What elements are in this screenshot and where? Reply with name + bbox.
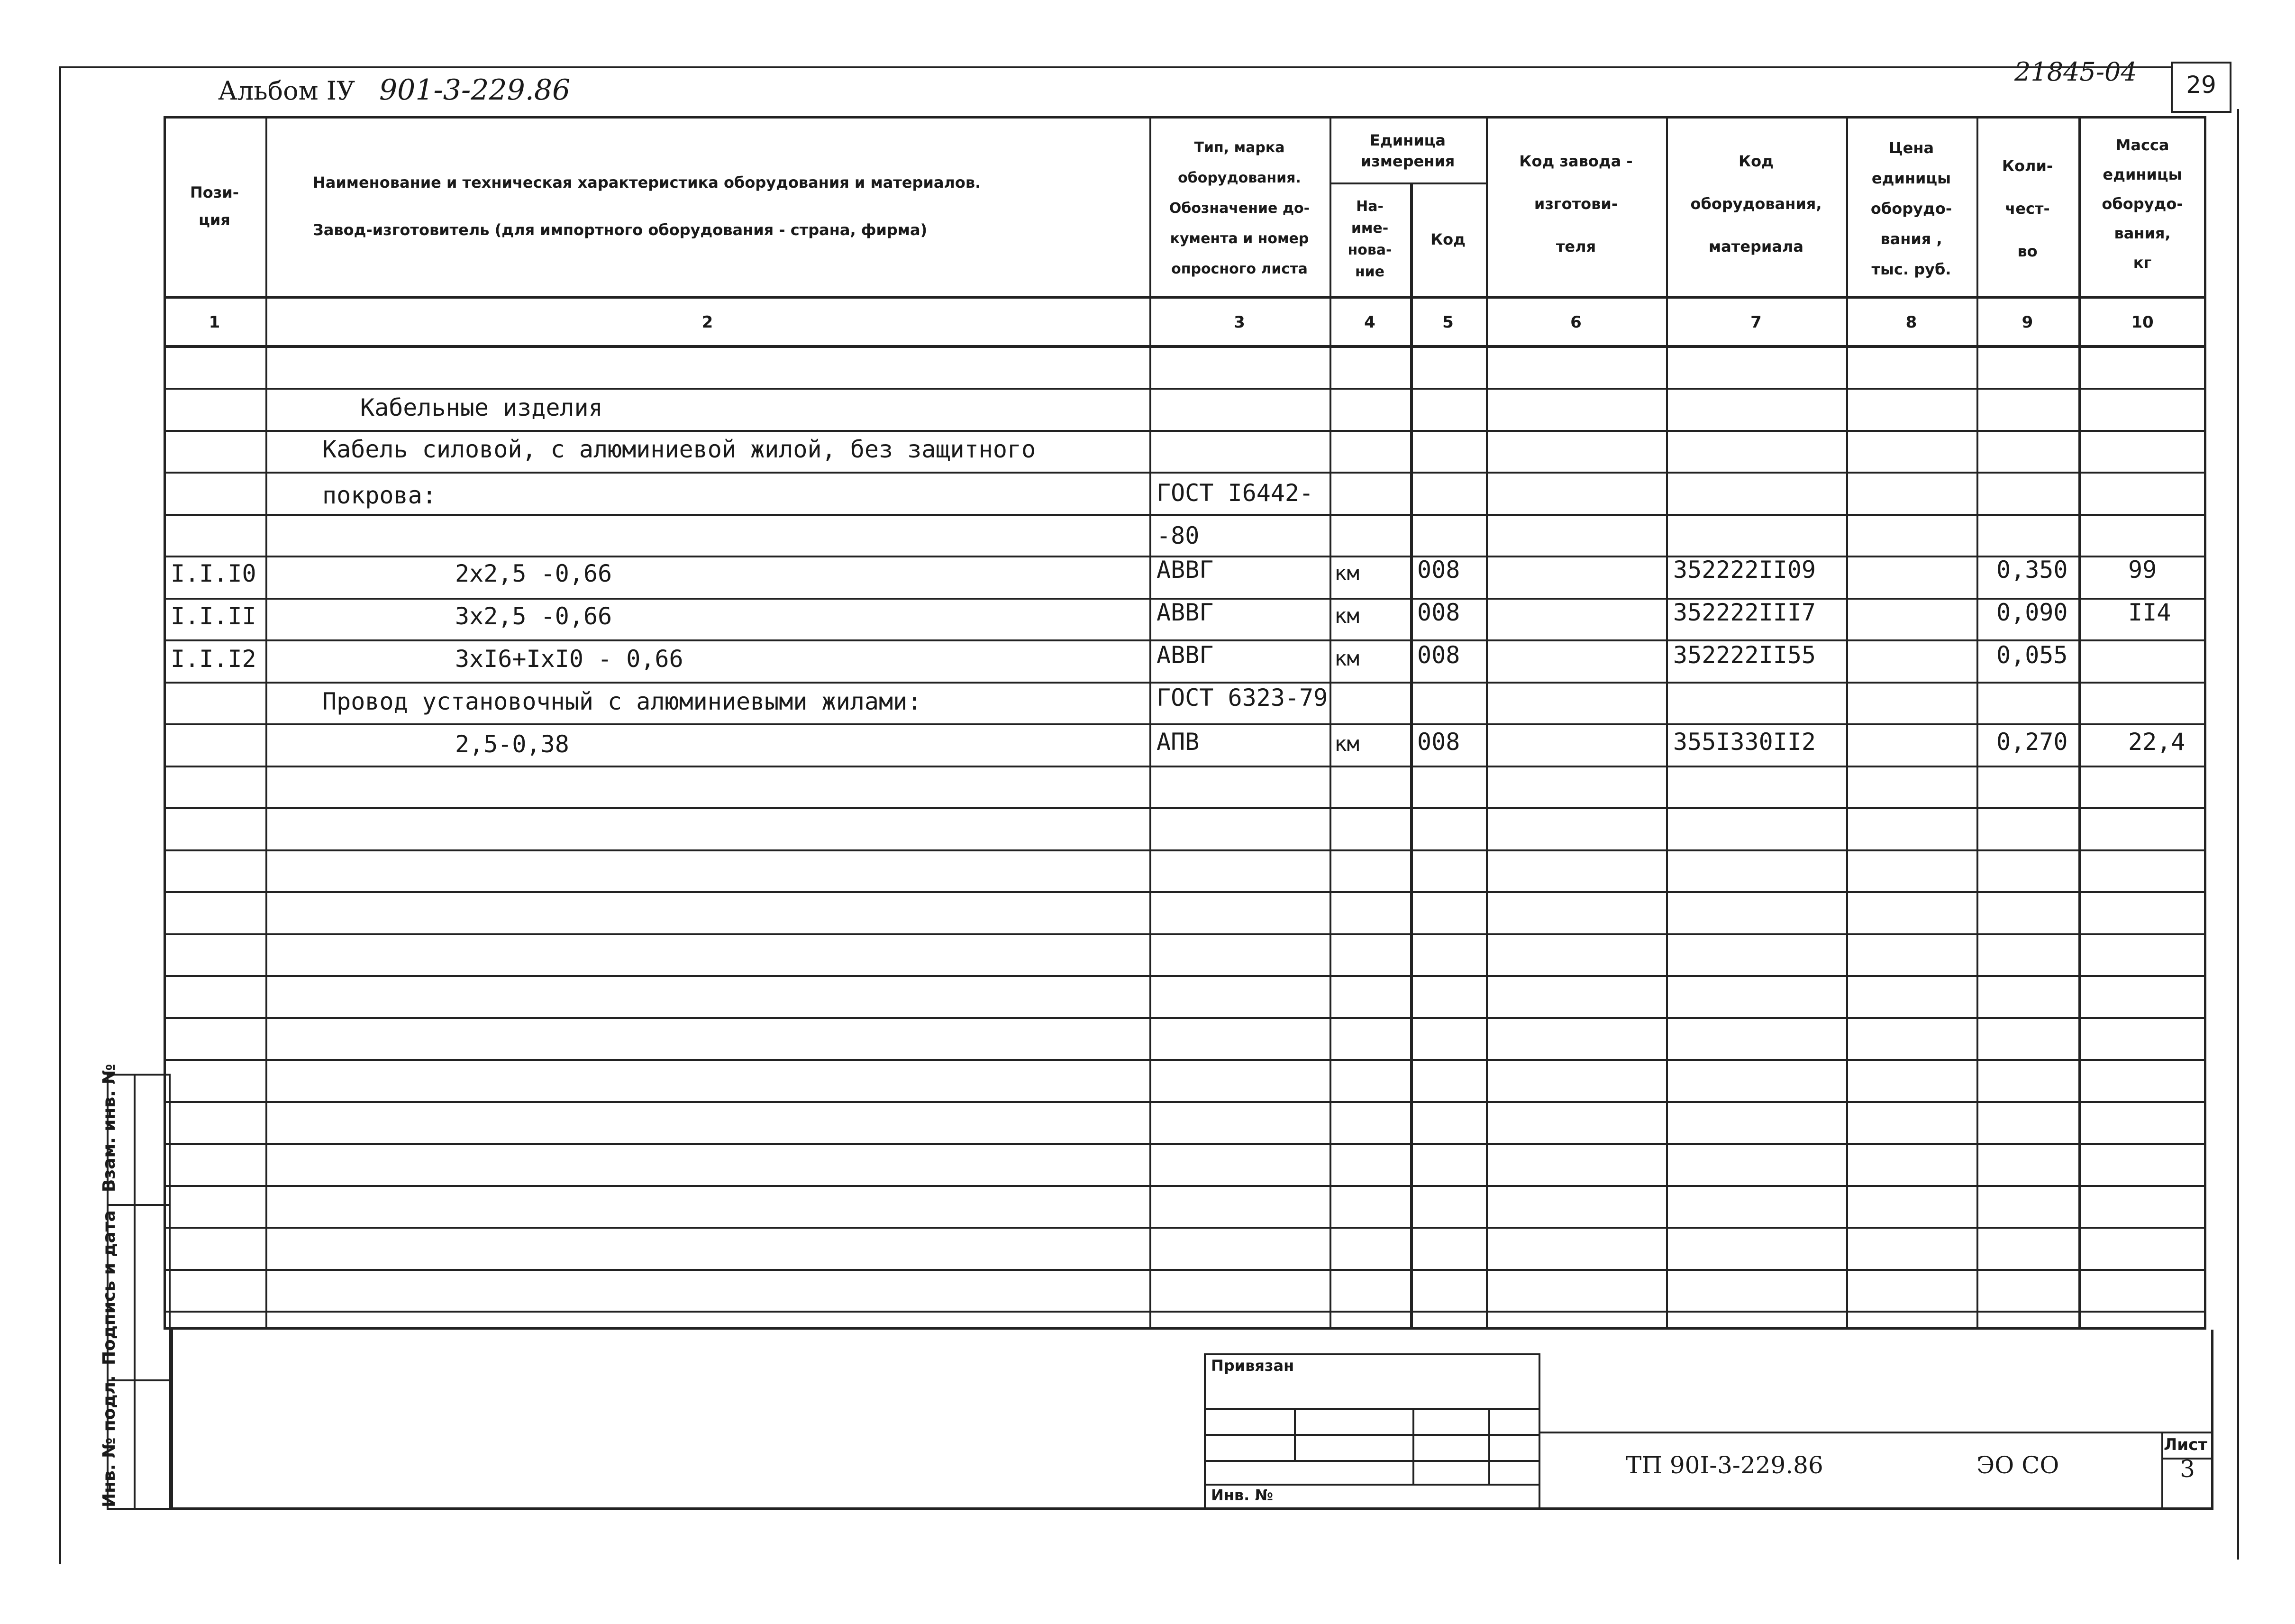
row-line: [164, 975, 2206, 977]
row-6-pos: I.I.I2: [171, 645, 256, 673]
privyazan-label: Привязан: [1211, 1357, 1294, 1375]
title-block-line: [1540, 1432, 2213, 1433]
side-label-inv: Инв. № подл.: [100, 1375, 119, 1507]
row-6-unit: км: [1334, 647, 1359, 671]
privyazan-line-4: [1204, 1484, 1540, 1486]
row-line: [164, 514, 2206, 516]
side-label-replacement: Взам. инв. №: [100, 1064, 119, 1192]
row-4-code: 352222II09: [1673, 556, 1816, 584]
row-line: [164, 891, 2206, 893]
row-7-name: Провод установочный с алюминиевыми жилами:: [322, 688, 922, 715]
row-5-pos: I.I.II: [171, 602, 256, 630]
colnum-5: 5: [1442, 313, 1454, 332]
frame-top: [59, 66, 2173, 68]
row-line: [164, 1269, 2206, 1271]
row-line: [164, 723, 2206, 725]
row-line: [164, 472, 2206, 474]
row-line: [164, 1227, 2206, 1229]
row-5-qty: 0,090: [1996, 599, 2068, 626]
row-4-mass: 99: [2128, 556, 2157, 584]
row-8-qty: 0,270: [1996, 728, 2068, 756]
privyazan-vline-1: [1294, 1408, 1296, 1460]
row-2-type: ГОСТ I6442-: [1157, 479, 1314, 507]
row-5-type: АВВГ: [1157, 599, 1214, 626]
row-line: [164, 388, 2206, 390]
row-4-type: АВВГ: [1157, 556, 1214, 584]
row-3-type: -80: [1157, 522, 1200, 549]
privyazan-vline-2: [1412, 1408, 1414, 1484]
row-5-unit: км: [1334, 604, 1359, 628]
colnum-3: 3: [1234, 313, 1245, 332]
row-4-pos: I.I.I0: [171, 560, 256, 587]
colnum-1: 1: [209, 313, 220, 332]
unit-group-line: [1330, 182, 1486, 184]
row-8-unit-code: 008: [1417, 728, 1460, 756]
row-7-type: ГОСТ 6323-79: [1157, 684, 1328, 712]
colnum-4: 4: [1364, 313, 1375, 332]
sheet-code: 21845-04: [2014, 57, 2137, 87]
row-5-code: 352222III7: [1673, 599, 1816, 626]
header-unit-code: Код: [1430, 230, 1466, 248]
side-label-signature: Подпись и дата: [100, 1210, 119, 1365]
tp-code: ТП 90I-3-229.86: [1626, 1451, 1823, 1479]
row-8-mass: 22,4: [2128, 728, 2186, 756]
row-line: [164, 1059, 2206, 1061]
sheet-number: 3: [2180, 1455, 2195, 1483]
row-4-unit-code: 008: [1417, 556, 1460, 584]
row-line: [164, 849, 2206, 851]
header-mass: Масса единицы оборудо- вания, кг: [2102, 136, 2183, 272]
header-bottom-line: [164, 296, 2206, 299]
header-material-code: Код оборудования, материала: [1690, 152, 1822, 255]
row-line: [164, 766, 2206, 767]
doc-code: ЭО СО: [1976, 1451, 2059, 1479]
header-unit-name: На- име- нова- ние: [1348, 198, 1392, 280]
colnum-9: 9: [2022, 313, 2033, 332]
side-strip-divider: [134, 1074, 136, 1510]
row-4-name: 2x2,5 -0,66: [455, 560, 612, 587]
frame-right: [2237, 109, 2239, 1560]
colnum-2: 2: [701, 313, 713, 332]
row-8-type: АПВ: [1157, 728, 1200, 756]
row-6-qty: 0,055: [1996, 641, 2068, 669]
row-1-name: Кабель силовой, с алюминиевой жилой, без защитного: [322, 436, 1036, 463]
header-quantity: Коли- чест- во: [2002, 157, 2053, 260]
header-unit-group: Единица измерения: [1360, 131, 1455, 170]
row-line: [164, 933, 2206, 935]
row-8-unit: км: [1334, 732, 1359, 756]
side-strip-line-1: [107, 1204, 171, 1206]
row-line: [164, 430, 2206, 432]
frame-left: [59, 66, 61, 1564]
row-line: [164, 1017, 2206, 1019]
section-title: Кабельные изделия: [360, 394, 603, 421]
row-5-mass: II4: [2128, 599, 2171, 626]
row-2-name: покрова:: [322, 482, 437, 509]
row-5-name: 3x2,5 -0,66: [455, 602, 612, 630]
row-6-unit-code: 008: [1417, 641, 1460, 669]
row-line: [164, 1101, 2206, 1103]
colnum-7: 7: [1750, 313, 1762, 332]
header-name: Наименование и техническая характеристика оборудования и материалов. Завод-изготовитель (для импортного оборудования - страна, фирма): [313, 173, 981, 239]
stamp-area: [171, 1330, 2213, 1510]
album-code: 901-3-229.86: [379, 73, 571, 107]
colnum-8: 8: [1905, 313, 1917, 332]
header-factory-code: Код завода - изготови- теля: [1519, 152, 1633, 255]
header-position: Пози- ция: [190, 183, 239, 229]
row-6-name: 3xI6+IxI0 - 0,66: [455, 645, 683, 673]
inv-no-label: Инв. №: [1211, 1486, 1273, 1504]
colnum-bottom-line: [164, 345, 2206, 348]
row-5-unit-code: 008: [1417, 599, 1460, 626]
album-label: Альбом IУ: [218, 76, 355, 106]
row-6-type: АВВГ: [1157, 641, 1214, 669]
privyazan-vline-3: [1488, 1408, 1490, 1484]
col-line-4: [1410, 182, 1413, 1330]
row-4-qty: 0,350: [1996, 556, 2068, 584]
colnum-6: 6: [1570, 313, 1582, 332]
row-line: [164, 807, 2206, 809]
header-price: Цена единицы оборудо- вания , тыс. руб.: [1870, 139, 1952, 278]
row-4-unit: км: [1334, 561, 1359, 585]
row-line: [164, 1311, 2206, 1313]
colnum-10: 10: [2131, 313, 2154, 332]
row-line: [164, 1185, 2206, 1187]
row-8-name: 2,5-0,38: [455, 730, 569, 758]
row-8-code: 355I330II2: [1673, 728, 1816, 756]
row-6-code: 352222II55: [1673, 641, 1816, 669]
row-line: [164, 1143, 2206, 1145]
page-number: 29: [2186, 71, 2216, 99]
header-type: Тип, марка оборудования. Обозначение до- кумента и номер опросного листа: [1169, 139, 1310, 277]
sheet-label: Лист: [2164, 1435, 2207, 1454]
